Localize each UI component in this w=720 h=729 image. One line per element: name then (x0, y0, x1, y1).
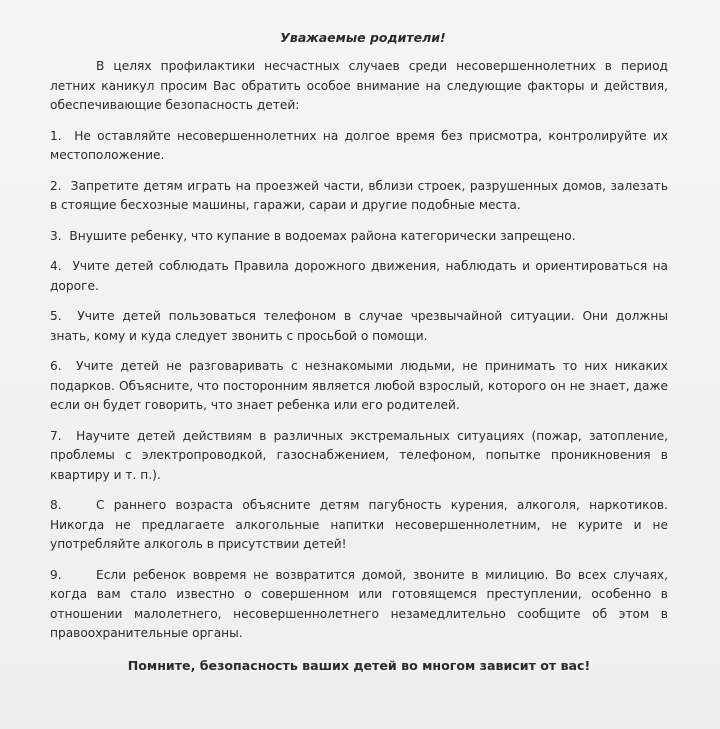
intro-paragraph: В целях профилактики несчастных случаев среди несовершеннолетних в период летних каникул просим Вас обратить особое внимание на следующие факторы и действия, обеспечивающие безопасность детей: (50, 59, 668, 112)
list-item-9 (50, 566, 668, 644)
list-item-1 (50, 127, 668, 166)
item-number: 2. (50, 178, 62, 193)
list-item-4 (50, 257, 668, 296)
item-text: Учите детей не разговаривать с незнакомыми людьми, не принимать то них никаких подарков. Объясните, что посторонним является любой взрослый, которого он не знает, даже если он будет говорить, что знает ребенка или его родителей. (50, 359, 668, 412)
closing-statement: Помните, безопасность ваших детей во многом зависит от вас! (127, 657, 591, 673)
item-text: Учите детей соблюдать Правила дорожного движения, наблюдать и ориентироваться на дороге. (50, 259, 669, 293)
list-item-6 (50, 357, 668, 416)
list-item-3 (50, 227, 668, 247)
list-item-8 (50, 496, 668, 555)
list-item-5 (50, 307, 668, 346)
item-text: Научите детей действиям в различных экстремальных ситуациях (пожар, затопление, проблемы с электропроводкой, газоснабжением, телефоном, попытке проникновения в квартиру и т. п.). (50, 428, 668, 482)
list-item-7 (50, 427, 668, 486)
item-number: 3. (50, 228, 62, 243)
item-text: С раннего возраста объясните детям пагубность курения, алкоголя, наркотиков. Никогда не предлагаете алкогольные напитки несовершеннолетним, не курите и не употребляйте алкоголь в присутствии детей! (50, 498, 668, 551)
item-number: 5. (50, 309, 62, 323)
item-number: 9. (50, 567, 62, 582)
item-number: 8. (50, 498, 62, 512)
document-title: Уважаемые родители! (280, 30, 446, 45)
item-number: 7. (50, 428, 62, 443)
list-item-2 (50, 177, 668, 216)
item-number: 6. (50, 359, 62, 373)
item-text: Не оставляйте несовершеннолетних на долгое время без присмотра, контролируйте их местоположение. (50, 128, 668, 162)
item-text: Учите детей пользоваться телефоном в случае чрезвычайной ситуации. Они должны знать, кому и куда следует звонить с просьбой о помощи. (50, 309, 669, 343)
item-text: Внушите ребенку, что купание в водоемах района категорически запрещено. (69, 228, 576, 243)
item-text: Если ребенок вовремя не возвратится домой, звоните в милицию. Во всех случаях, когда вам стало известно о совершенном или готовящемся преступлении, особенно в отношении малолетнего, несовершеннолетнего незамедлительно сообщите об этом в правоохранительные органы. (50, 567, 668, 640)
item-number: 4. (50, 259, 62, 273)
item-text: Запретите детям играть на проезжей части, вблизи строек, разрушенных домов, залезать в стоящие бесхозные машины, гаражи, сараи и другие подобные места. (50, 178, 669, 212)
item-number: 1. (50, 128, 62, 143)
